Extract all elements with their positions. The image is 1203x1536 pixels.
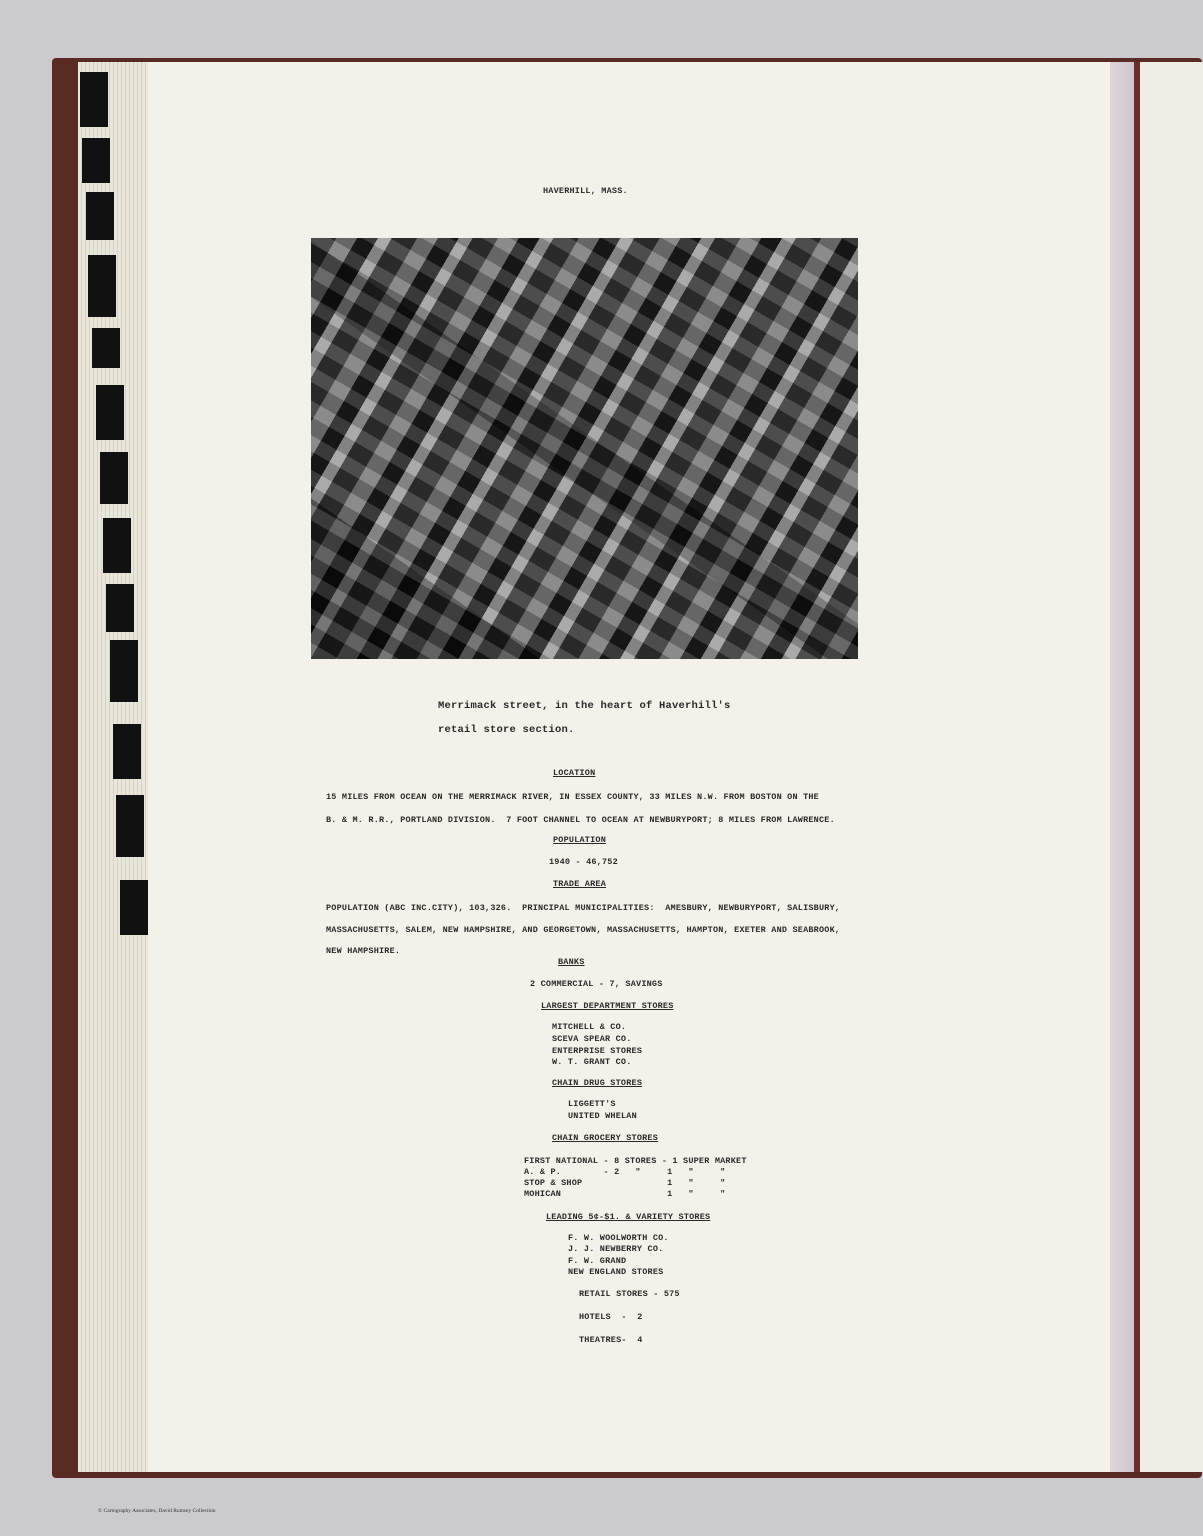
trade-area-text: POPULATION (ABC INC.CITY), 103,326. PRINCIPAL MUNICIPALITIES: AMESBURY, NEWBURYPORT, SALISBURY, bbox=[326, 903, 841, 913]
drug-store: UNITED WHELAN bbox=[568, 1111, 637, 1121]
hotels: HOTELS - 2 bbox=[579, 1312, 643, 1322]
photo-caption: retail store section. bbox=[438, 724, 575, 736]
grocery-row: FIRST NATIONAL - 8 STORES - 1 SUPER MARKET bbox=[524, 1156, 747, 1166]
trade-area-text: MASSACHUSETTS, SALEM, NEW HAMPSHIRE, AND GEORGETOWN, MASSACHUSETTS, HAMPTON, EXETER AND SEABROOK, bbox=[326, 925, 841, 935]
next-page bbox=[1140, 62, 1203, 1472]
index-tab bbox=[86, 192, 114, 240]
index-tab bbox=[116, 795, 144, 857]
index-tab bbox=[82, 138, 110, 183]
index-tab bbox=[113, 724, 141, 779]
grocery-row: STOP & SHOP 1 " " bbox=[524, 1178, 726, 1188]
variety-heading: LEADING 5¢-$1. & VARIETY STORES bbox=[546, 1212, 711, 1222]
trade-area-text: NEW HAMPSHIRE. bbox=[326, 946, 401, 956]
index-tab bbox=[80, 72, 108, 127]
index-tab bbox=[96, 385, 124, 440]
aerial-photo bbox=[311, 238, 858, 659]
photo-caption: Merrimack street, in the heart of Haverhill's bbox=[438, 700, 731, 712]
dept-store: SCEVA SPEAR CO. bbox=[552, 1034, 632, 1044]
drug-store: LIGGETT'S bbox=[568, 1099, 616, 1109]
location-heading: LOCATION bbox=[553, 768, 596, 778]
dept-stores-heading: LARGEST DEPARTMENT STORES bbox=[541, 1001, 674, 1011]
retail-stores: RETAIL STORES - 575 bbox=[579, 1289, 680, 1299]
theatres: THEATRES- 4 bbox=[579, 1335, 643, 1345]
location-text: B. & M. R.R., PORTLAND DIVISION. 7 FOOT CHANNEL TO OCEAN AT NEWBURYPORT; 8 MILES FROM LAWRENCE. bbox=[326, 815, 835, 825]
collection-credit: © Cartography Associates, David Rumsey Collection bbox=[98, 1508, 216, 1514]
location-text: 15 MILES FROM OCEAN ON THE MERRIMACK RIVER, IN ESSEX COUNTY, 33 MILES N.W. FROM BOSTON ON THE bbox=[326, 792, 819, 802]
dept-store: W. T. GRANT CO. bbox=[552, 1057, 632, 1067]
index-tab bbox=[110, 640, 138, 702]
population-value: 1940 - 46,752 bbox=[549, 857, 618, 867]
population-heading: POPULATION bbox=[553, 835, 607, 845]
variety-store: NEW ENGLAND STORES bbox=[568, 1267, 664, 1277]
variety-store: F. W. WOOLWORTH CO. bbox=[568, 1233, 669, 1243]
dept-store: ENTERPRISE STORES bbox=[552, 1046, 643, 1056]
index-tab bbox=[88, 255, 116, 317]
banks-value: 2 COMMERCIAL - 7, SAVINGS bbox=[530, 979, 663, 989]
variety-store: J. J. NEWBERRY CO. bbox=[568, 1244, 664, 1254]
index-tab bbox=[100, 452, 128, 504]
page-strip bbox=[1110, 62, 1136, 1472]
dept-store: MITCHELL & CO. bbox=[552, 1022, 627, 1032]
index-tab bbox=[120, 880, 148, 935]
index-tab bbox=[92, 328, 120, 368]
index-tab bbox=[106, 584, 134, 632]
grocery-row: MOHICAN 1 " " bbox=[524, 1189, 726, 1199]
index-tab bbox=[103, 518, 131, 573]
drug-stores-heading: CHAIN DRUG STORES bbox=[552, 1078, 643, 1088]
grocery-row: A. & P. - 2 " 1 " " bbox=[524, 1167, 726, 1177]
banks-heading: BANKS bbox=[558, 957, 585, 967]
variety-store: F. W. GRAND bbox=[568, 1256, 627, 1266]
page-title: HAVERHILL, MASS. bbox=[543, 186, 628, 196]
grocery-heading: CHAIN GROCERY STORES bbox=[552, 1133, 659, 1143]
trade-area-heading: TRADE AREA bbox=[553, 879, 607, 889]
